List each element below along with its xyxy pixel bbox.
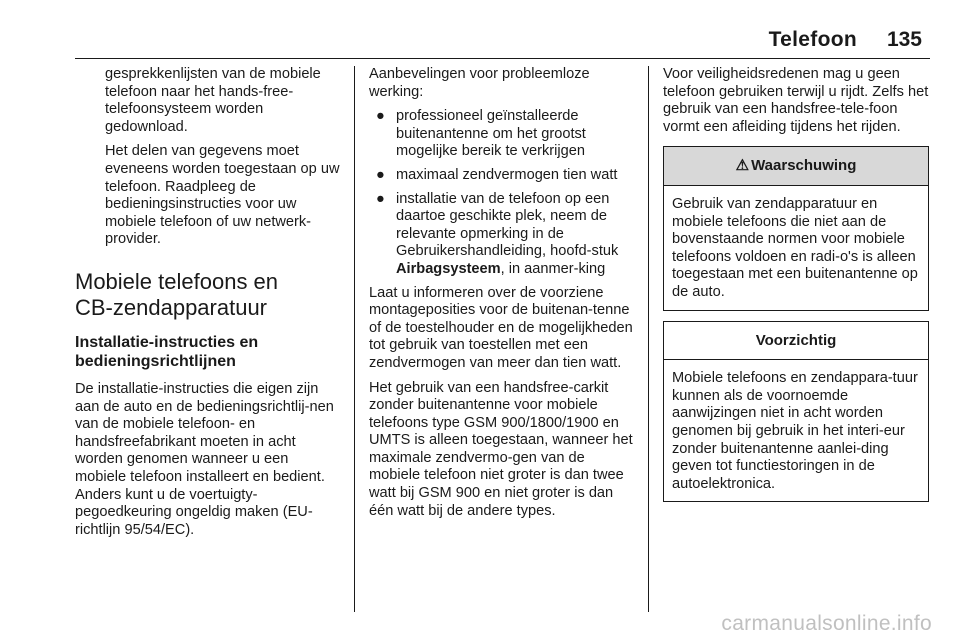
caution-title: Voorzichtig bbox=[664, 322, 928, 361]
warning-triangle-icon: ⚠ bbox=[735, 157, 750, 175]
bullet-icon: ● bbox=[376, 166, 385, 183]
paragraph: De installatie-instructies die eigen zijn aan de auto en de bedieningsrichtlij-nen van de mobiele telefoon- en handsfreefabrikant moeten in acht worden genomen wanneer u een mobiele telefoon installeert en bedient. Anders kunt u de voertuigty-pegoedkeuring ongeldig maken (EU-richtlijn 95/54/EC). bbox=[75, 380, 334, 538]
warning-header bbox=[664, 147, 928, 186]
bullet-icon: ● bbox=[376, 108, 385, 125]
warning-box bbox=[663, 146, 929, 310]
list-item: ● installatie van de telefoon op een daartoe geschikte plek, neem de relevante opmerking in de Gebruikershandleiding, hoofd-stuk Airbagsysteem, in aanmer-king bbox=[376, 190, 619, 277]
paragraph: gesprekkenlijsten van de mobiele telefoon naar het hands-free-telefoonsysteem worden gedownload. bbox=[105, 66, 321, 135]
column-1 bbox=[75, 66, 341, 546]
paragraph: Voor veiligheidsredenen mag u geen telefoon gebruiken terwijl u rijdt. Zelfs het gebruik van een handsfree-tele-foon vormt een afleiding tijdens het rijden. bbox=[663, 66, 929, 135]
subsection-heading: Installatie-instructies en bedieningsrichtlijnen bbox=[75, 333, 259, 370]
warning-title: Waarschuwing bbox=[751, 157, 857, 175]
chapter-reference: Airbagsysteem bbox=[396, 260, 501, 277]
list-item: ● professioneel geïnstalleerde buitenantenne om het grootst mogelijke bereik te verkrijgen bbox=[376, 108, 586, 160]
page-header bbox=[769, 28, 922, 52]
list-item: ● maximaal zendvermogen tien watt bbox=[376, 166, 618, 183]
column-3 bbox=[663, 66, 929, 510]
paragraph: Het gebruik van een handsfree-carkit zonder buitenantenne voor mobiele telefoons type GSM 900/1800/1900 en UMTS is alleen toegestaan, wanneer het maximale zendvermo-gen van de mobiele telefoon niet groter is dan twee watt bij GSM 900 en niet groter is dan één watt bij de andere types. bbox=[369, 379, 633, 519]
bullet-icon: ● bbox=[376, 190, 385, 207]
caution-box bbox=[663, 321, 929, 503]
section-title: Telefoon bbox=[768, 28, 857, 51]
column-divider-1 bbox=[354, 66, 355, 612]
watermark: carmanualsonline.info bbox=[721, 612, 932, 635]
column-2 bbox=[369, 66, 635, 527]
paragraph: Laat u informeren over de voorziene montageposities voor de buitenan-tenne of de toestelhouder en de mogelijkheden tot gebruik van toestellen met een zendvermogen van meer dan tien watt. bbox=[369, 284, 633, 371]
warning-text: Gebruik van zendapparatuur en mobiele telefoons die niet aan de bovenstaande normen voor mobiele telefoons voldoen en radi-o's is alleen toegestaan met een buitenantenne op de auto. bbox=[672, 195, 918, 300]
recommendation-list bbox=[369, 108, 635, 278]
page-number: 135 bbox=[886, 28, 922, 51]
section-heading: Mobiele telefoons en CB-zendapparatuur bbox=[75, 268, 279, 320]
column-divider-2 bbox=[648, 66, 649, 612]
caution-text: Mobiele telefoons en zendappara-tuur kunnen als de voornoemde aanwijzingen niet in acht worden genomen bij gebruik in het interi-eur zonder buitenantenne aanlei-ding geven tot functiestoringen in de autoelektronica. bbox=[672, 370, 918, 492]
paragraph: Het delen van gegevens moet eveneens worden toegestaan op uw telefoon. Raadpleeg de bedieningsinstructies voor uw mobiele telefoon of uw netwerk-provider. bbox=[105, 143, 340, 248]
paragraph: Aanbevelingen voor probleemloze werking: bbox=[369, 66, 590, 100]
header-rule bbox=[75, 58, 930, 59]
